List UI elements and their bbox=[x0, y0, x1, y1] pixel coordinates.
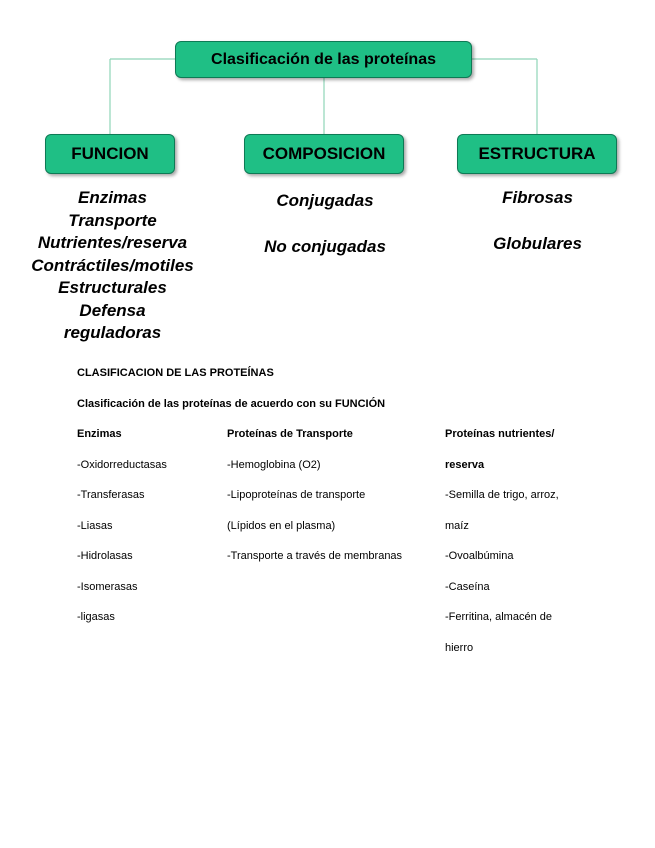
funcion-item: Defensa bbox=[79, 300, 146, 320]
column-item: -Lipoproteínas de transporte bbox=[227, 489, 366, 501]
column-item: -Hidrolasas bbox=[77, 550, 133, 562]
section-title: CLASIFICACION DE LAS PROTEÍNAS bbox=[77, 367, 274, 379]
composicion-item: Conjugadas bbox=[276, 191, 374, 210]
funcion-item: reguladoras bbox=[63, 323, 162, 342]
column-header: Enzimas bbox=[77, 428, 122, 440]
column-transporte bbox=[227, 427, 442, 564]
column-header: Proteínas nutrientes/ bbox=[445, 428, 555, 440]
category-estructura-box bbox=[457, 134, 617, 174]
funcion-item: Transporte bbox=[68, 210, 157, 230]
section-subtitle: Clasificación de las proteínas de acuerdo con su FUNCIÓN bbox=[77, 398, 386, 410]
category-funcion-box bbox=[45, 134, 175, 174]
column-item: -Oxidorreductasas bbox=[77, 458, 167, 471]
column-item: -Transferasas bbox=[77, 489, 145, 501]
column-item: -Transporte a través de membranas bbox=[227, 550, 403, 562]
estructura-item: Fibrosas bbox=[502, 188, 573, 207]
column-item: -Hemoglobina (O2) bbox=[227, 458, 321, 471]
category-funcion-label: FUNCION bbox=[71, 144, 149, 163]
column-header: Proteínas de Transporte bbox=[227, 428, 353, 440]
composicion-list bbox=[230, 190, 420, 258]
column-item: -Liasas bbox=[77, 519, 113, 532]
column-item: (Lípidos en el plasma) bbox=[227, 519, 336, 532]
column-nutrientes bbox=[445, 427, 605, 656]
funcion-item: Nutrientes/reserva bbox=[37, 233, 188, 252]
column-item: maíz bbox=[445, 519, 469, 532]
diagram-title-box bbox=[175, 41, 472, 78]
category-estructura-label: ESTRUCTURA bbox=[478, 144, 596, 163]
column-item: -Ferritina, almacén de bbox=[445, 611, 552, 623]
column-item: -ligasas bbox=[77, 611, 115, 623]
column-item: -Caseína bbox=[445, 580, 490, 593]
column-item: -Ovoalbúmina bbox=[445, 550, 514, 562]
funcion-item: Estructurales bbox=[58, 278, 167, 297]
funcion-list bbox=[20, 187, 205, 345]
diagram-title: Clasificación de las proteínas bbox=[211, 50, 436, 68]
column-item: hierro bbox=[445, 641, 474, 654]
column-enzimas bbox=[77, 427, 222, 625]
composicion-item: No conjugadas bbox=[264, 236, 386, 256]
estructura-list bbox=[455, 187, 620, 255]
column-item: -Semilla de trigo, arroz, bbox=[445, 489, 559, 501]
estructura-item: Globulares bbox=[493, 233, 582, 253]
category-composicion-box bbox=[244, 134, 404, 174]
category-composicion-label: COMPOSICION bbox=[262, 144, 386, 163]
funcion-item: Enzimas bbox=[78, 188, 147, 207]
funcion-item: Contráctiles/motiles bbox=[31, 255, 194, 275]
column-header: reserva bbox=[445, 458, 485, 471]
column-item: -Isomerasas bbox=[77, 580, 138, 593]
